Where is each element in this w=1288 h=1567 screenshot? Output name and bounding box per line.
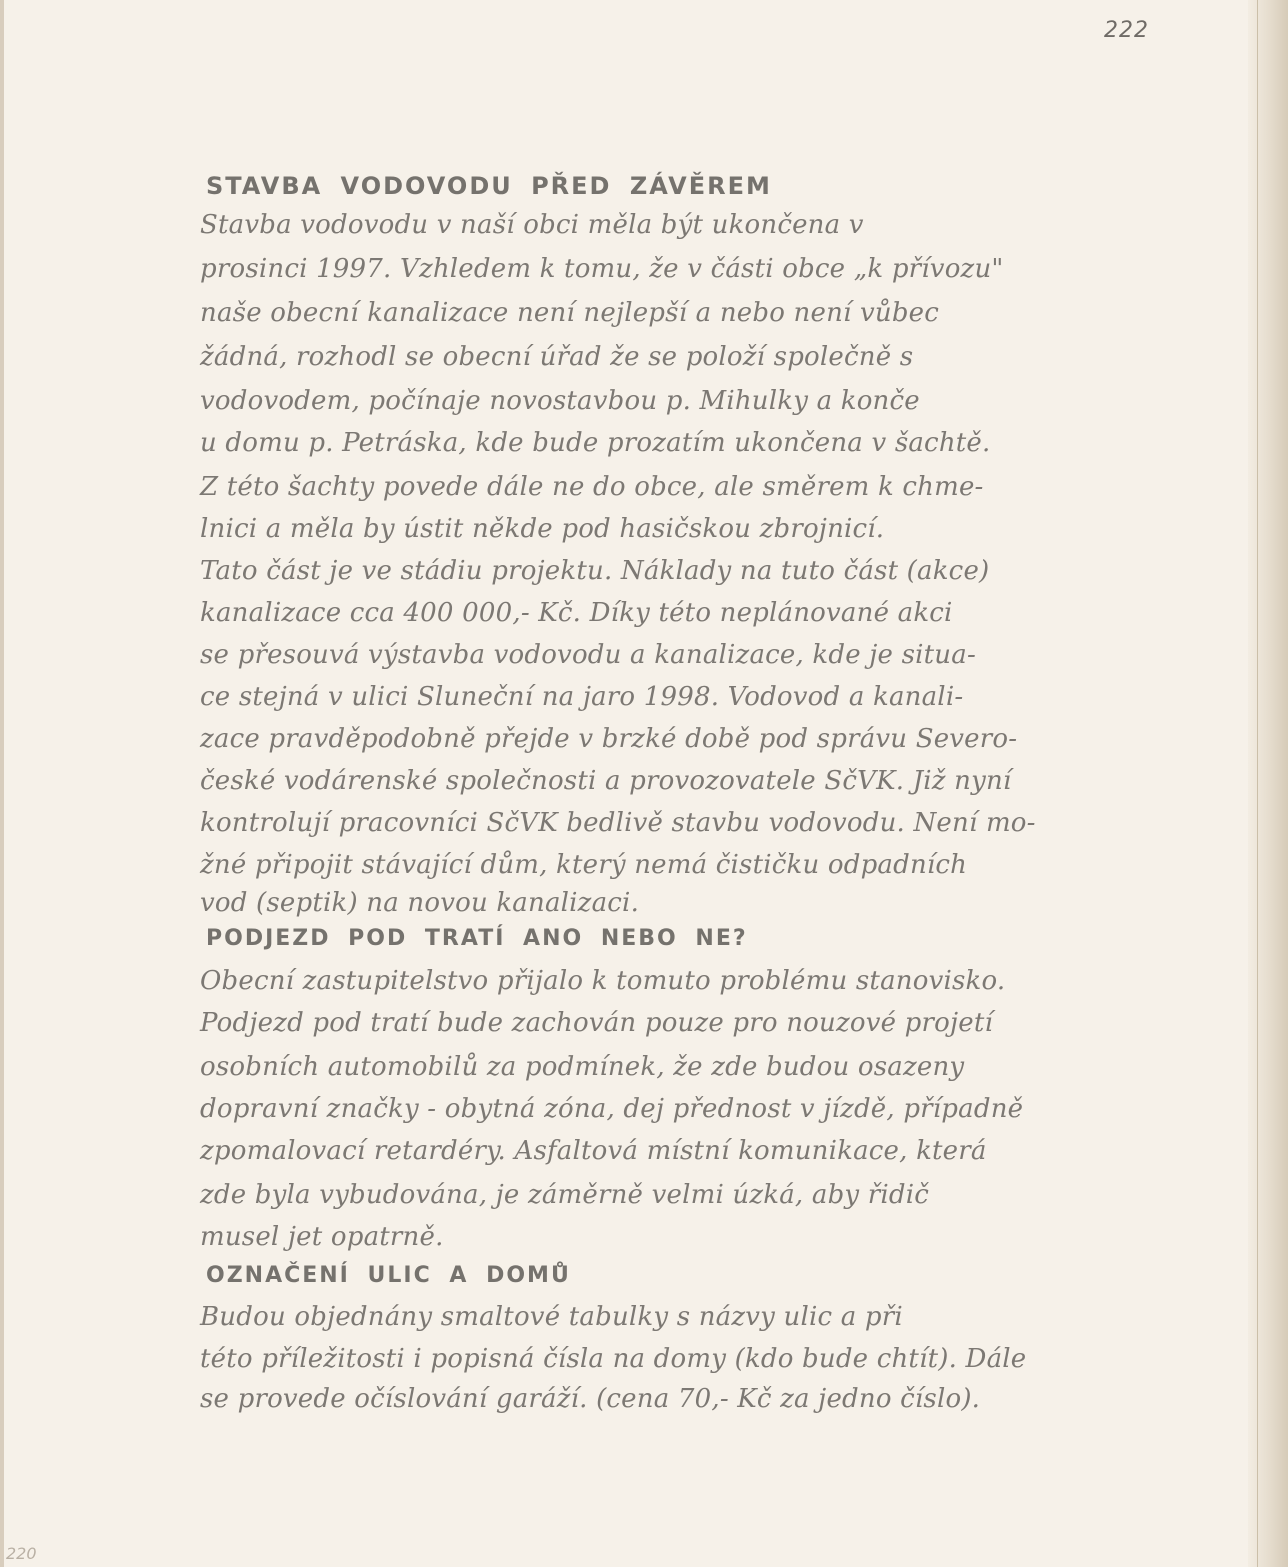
text-line: se přesouvá výstavba vodovodu a kanalizace, kde je situa-	[200, 640, 976, 670]
faded-corner-number: 220	[6, 1544, 37, 1563]
section-heading-water-supply: STAVBA VODOVODU PŘED ZÁVĚREM	[206, 172, 772, 200]
text-line: této příležitosti i popisná čísla na domy (kdo bude chtít). Dále	[200, 1344, 1027, 1374]
text-line: vodovodem, počínaje novostavbou p. Mihulky a konče	[200, 386, 920, 416]
text-line: Podjezd pod tratí bude zachován pouze pro nouzové projetí	[200, 1008, 993, 1038]
text-line: zace pravděpodobně přejde v brzké době pod správu Severo-	[200, 724, 1018, 754]
text-line: u domu p. Petráska, kde bude prozatím ukončena v šachtě.	[200, 428, 991, 458]
text-line: žné připojit stávající dům, který nemá čističku odpadních	[200, 850, 968, 880]
text-line: osobních automobilů za podmínek, že zde budou osazeny	[200, 1052, 965, 1082]
text-line: dopravní značky - obytná zóna, dej přednost v jízdě, případně	[200, 1094, 1024, 1124]
page-binding-edge	[1248, 0, 1288, 1567]
text-line: Z této šachty povede dále ne do obce, ale směrem k chme-	[200, 472, 984, 502]
text-line: lnici a měla by ústit někde pod hasičskou zbrojnicí.	[200, 514, 885, 544]
text-line: Stavba vodovodu v naší obci měla být ukončena v	[200, 210, 864, 240]
text-line: kanalizace cca 400 000,- Kč. Díky této neplánované akci	[200, 598, 953, 628]
section-heading-underpass: PODJEZD POD TRATÍ ANO NEBO NE?	[206, 926, 748, 951]
text-line: vod (septik) na novou kanalizaci.	[200, 888, 640, 918]
text-line: kontrolují pracovníci SčVK bedlivě stavbu vodovodu. Není mo-	[200, 808, 1036, 838]
text-line: žádná, rozhodl se obecní úřad že se položí společně s	[200, 342, 914, 372]
text-line: naše obecní kanalizace není nejlepší a nebo není vůbec	[200, 298, 940, 328]
text-line: zde byla vybudována, je záměrně velmi úzká, aby řidič	[200, 1180, 930, 1210]
text-line: se provede očíslování garáží. (cena 70,- Kč za jedno číslo).	[200, 1384, 981, 1414]
page-left-edge	[0, 0, 4, 1567]
text-line: musel jet opatrně.	[200, 1222, 444, 1252]
text-line: české vodárenské společnosti a provozovatele SčVK. Již nyní	[200, 766, 1012, 796]
text-line: Tato část je ve stádiu projektu. Náklady na tuto část (akce)	[200, 556, 990, 586]
text-line: zpomalovací retardéry. Asfaltová místní komunikace, která	[200, 1136, 987, 1166]
page-fold-line	[1257, 0, 1258, 1567]
page-number: 222	[1104, 18, 1149, 43]
text-line: Budou objednány smaltové tabulky s názvy ulic a při	[200, 1302, 903, 1332]
text-line: Obecní zastupitelstvo přijalo k tomuto problému stanovisko.	[200, 966, 1006, 996]
text-line: ce stejná v ulici Sluneční na jaro 1998. Vodovod a kanali-	[200, 682, 964, 712]
section-heading-street-signs: OZNAČENÍ ULIC A DOMŮ	[206, 1263, 571, 1288]
text-line: prosinci 1997. Vzhledem k tomu, že v části obce „k přívozu"	[200, 254, 1004, 284]
